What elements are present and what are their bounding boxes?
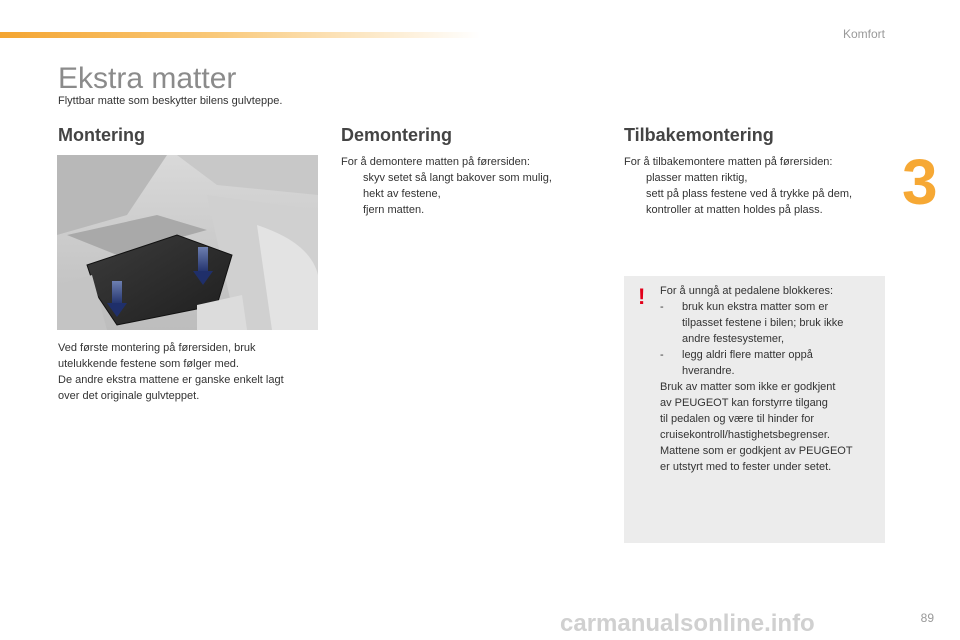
list-item <box>624 186 886 202</box>
dash-line: andre festesystemer, <box>682 333 785 345</box>
warning-text <box>660 283 880 475</box>
watermark: carmanualsonline.info <box>560 610 815 637</box>
list-item <box>341 202 601 218</box>
dash-marker: - <box>660 301 664 313</box>
tilbakemontering-intro: For å tilbakemontere matten på førersiden: <box>624 156 833 168</box>
montering-line: utelukkende festene som følger med. <box>58 358 239 370</box>
list-item <box>624 170 886 186</box>
section-label: Komfort <box>842 27 885 41</box>
list-item-text: skyv setet så langt bakover som mulig, <box>363 172 552 184</box>
warning-dash-item <box>660 299 880 347</box>
dash-line: tilpasset festene i bilen; bruk ikke <box>682 317 844 329</box>
warning-body-line: av PEUGEOT kan forstyrre tilgang <box>660 397 828 409</box>
tilbakemontering-text <box>624 154 886 218</box>
chapter-number: 3 <box>902 146 938 218</box>
demontering-steps <box>341 170 601 218</box>
list-item <box>341 170 601 186</box>
list-item <box>624 202 886 218</box>
list-item-text: plasser matten riktig, <box>646 172 748 184</box>
list-item <box>341 186 601 202</box>
floor-mat-illustration-svg <box>57 155 318 330</box>
demontering-text <box>341 154 601 218</box>
montering-line: De andre ekstra mattene er ganske enkelt lagt <box>58 374 284 386</box>
header-accent-bar <box>0 32 480 38</box>
dash-line: hverandre. <box>682 365 735 377</box>
warning-dash-item <box>660 347 880 379</box>
warning-box <box>624 276 885 543</box>
dash-line: legg aldri flere matter oppå <box>682 349 813 361</box>
floor-mat-illustration <box>57 155 318 330</box>
warning-body-line: Bruk av matter som ikke er godkjent <box>660 381 836 393</box>
list-item-text: hekt av festene, <box>363 188 441 200</box>
demontering-intro: For å demontere matten på førersiden: <box>341 156 530 168</box>
list-item-text: fjern matten. <box>363 204 425 216</box>
tilbakemontering-heading: Tilbakemontering <box>624 125 774 145</box>
warning-icon: ! <box>638 284 646 309</box>
warning-body-line: er utstyrt med to fester under setet. <box>660 461 832 473</box>
montering-heading: Montering <box>58 125 145 145</box>
dash-line: bruk kun ekstra matter som er <box>682 301 829 313</box>
page-title: Ekstra matter <box>58 62 237 95</box>
page-number: 89 <box>920 611 934 625</box>
list-item-text: kontroller at matten holdes på plass. <box>646 204 823 216</box>
montering-text <box>58 340 320 404</box>
page-subtitle: Flyttbar matte som beskytter bilens gulvteppe. <box>58 95 283 107</box>
warning-body-line: til pedalen og være til hinder for <box>660 413 815 425</box>
warning-intro: For å unngå at pedalene blokkeres: <box>660 285 834 297</box>
montering-line: over det originale gulvteppet. <box>58 390 200 402</box>
warning-body-line: Mattene som er godkjent av PEUGEOT <box>660 445 853 457</box>
warning-body-line: cruisekontroll/hastighetsbegrenser. <box>660 429 830 441</box>
list-item-text: sett på plass festene ved å trykke på dem, <box>646 188 853 200</box>
montering-line: Ved første montering på førersiden, bruk <box>58 342 256 354</box>
demontering-heading: Demontering <box>341 125 453 145</box>
tilbakemontering-steps <box>624 170 886 218</box>
dash-marker: - <box>660 349 664 361</box>
